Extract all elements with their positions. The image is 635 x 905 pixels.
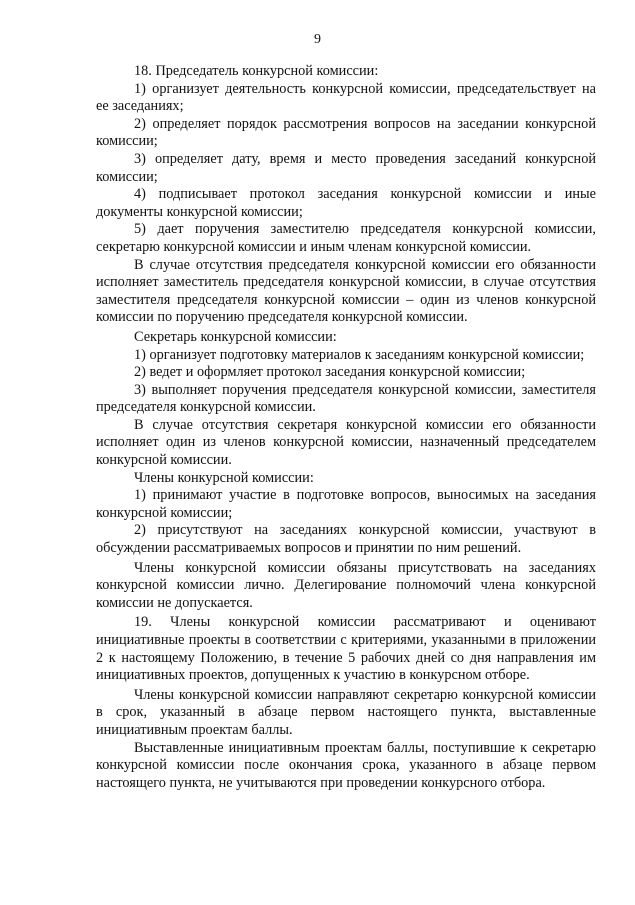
- paragraph: Секретарь конкурсной комиссии:: [134, 328, 337, 345]
- paragraph: В случае отсутствия председателя конкурсной комиссии его обязанности исполняет заместитель председателя конкурсной комиссии, в случае отсутствия заместителя председателя конкурсной комиссии – один из членов конкурсной комиссии по поручению председателя конкурсной комиссии.: [96, 256, 596, 326]
- paragraph: 2) присутствуют на заседаниях конкурсной комиссии, участвуют в обсуждении рассматриваемых вопросов и принятии по ним решений.: [96, 522, 596, 557]
- paragraph: 1) принимают участие в подготовке вопросов, выносимых на заседания конкурсной комиссии;: [96, 487, 596, 521]
- paragraph: 5) дает поручения заместителю председателя конкурсной комиссии, секретарю конкурсной комиссии и иным членам конкурсной комиссии.: [96, 221, 596, 255]
- paragraph: 3) выполняет поручения председателя конкурсной комиссии, заместителя председателя конкурсной комиссии.: [96, 381, 596, 416]
- paragraph: 1) организует деятельность конкурсной комиссии, председательствует на ее заседаниях;: [96, 80, 596, 115]
- paragraph: Члены конкурсной комиссии:: [134, 469, 314, 486]
- paragraph: 4) подписывает протокол заседания конкурсной комиссии и иные документы конкурсной комиссии;: [96, 186, 596, 220]
- paragraph: Члены конкурсной комиссии обязаны присутствовать на заседаниях конкурсной комиссии лично. Делегирование полномочий члена конкурсной комиссии не допускается.: [96, 559, 596, 611]
- paragraph: 18. Председатель конкурсной комиссии:: [134, 63, 379, 79]
- page-number: 9: [314, 32, 321, 47]
- paragraph: 19. Члены конкурсной комиссии рассматривают и оценивают инициативные проекты в соответствии с критериями, указанными в приложении 2 к настоящему Положению, в течение 5 рабочих дней со дня направления им инициативных проектов, допущенных к участию в конкурсном отборе.: [96, 614, 596, 684]
- document-body: [96, 63, 596, 792]
- paragraph: 1) организует подготовку материалов к заседаниям конкурсной комиссии;: [134, 346, 585, 363]
- paragraph: 2) ведет и оформляет протокол заседания конкурсной комиссии;: [134, 364, 526, 381]
- paragraph: В случае отсутствия секретаря конкурсной комиссии его обязанности исполняет один из членов конкурсной комиссии, назначенный председателем конкурсной комиссии.: [96, 416, 596, 469]
- paragraph: 3) определяет дату, время и место проведения заседаний конкурсной комиссии;: [96, 150, 596, 185]
- paragraph: Члены конкурсной комиссии направляют секретарю конкурсной комиссии в срок, указанный в абзаце первом настоящего пункта, выставленные инициативным проектам баллы.: [96, 686, 596, 738]
- paragraph: 2) определяет порядок рассмотрения вопросов на заседании конкурсной комиссии;: [96, 115, 596, 150]
- paragraph: Выставленные инициативным проектам баллы, поступившие к секретарю конкурсной комиссии после окончания срока, указанного в абзаце первом настоящего пункта, не учитываются при проведении конкурсного отбора.: [96, 739, 596, 791]
